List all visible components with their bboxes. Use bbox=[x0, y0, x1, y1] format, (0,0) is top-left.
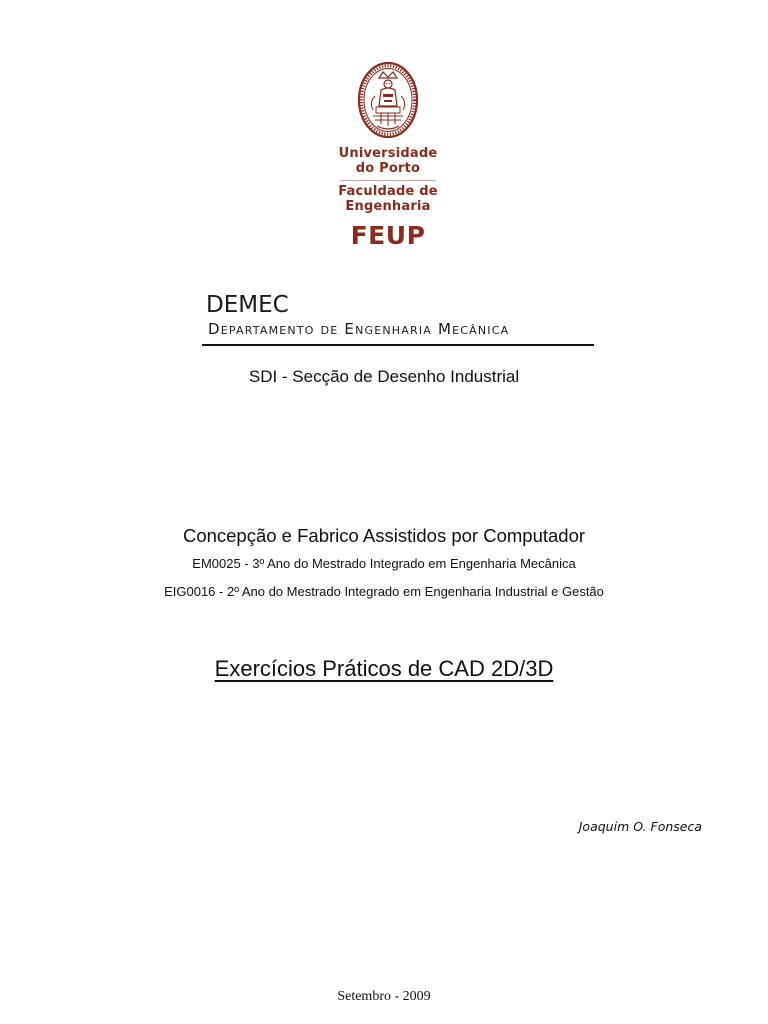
department-name: Departamento de Engenharia Mecânica bbox=[208, 320, 510, 338]
course-code-line: EIG0016 - 2º Ano do Mestrado Integrado em Engenharia Industrial e Gestão bbox=[164, 584, 604, 599]
section-name: SDI - Secção de Desenho Industrial bbox=[248, 367, 520, 386]
university-name-line-2: do Porto bbox=[355, 161, 421, 176]
university-name-line-1: Universidade bbox=[338, 146, 438, 161]
course-title: Concepção e Fabrico Assistidos por Computador bbox=[182, 525, 586, 546]
university-seal-icon bbox=[357, 60, 419, 140]
course-code-line: EM0025 - 3º Ano do Mestrado Integrado em Engenharia Mecânica bbox=[192, 556, 576, 571]
logo-divider bbox=[340, 180, 436, 181]
document-title: Exercícios Práticos de CAD 2D/3D bbox=[214, 656, 554, 681]
department-divider bbox=[202, 344, 594, 346]
faculty-name-line-1: Faculdade de bbox=[338, 184, 438, 199]
author-name: Joaquim O. Fonseca bbox=[578, 819, 702, 834]
department-acronym: DEMEC bbox=[206, 292, 289, 318]
document-title-wrapper bbox=[0, 655, 768, 683]
publication-date: Setembro - 2009 bbox=[337, 989, 431, 1004]
faculty-name-line-2: Engenharia bbox=[345, 199, 431, 214]
department-header bbox=[202, 292, 594, 346]
university-logo bbox=[330, 60, 446, 250]
faculty-acronym: FEUP bbox=[350, 221, 426, 250]
